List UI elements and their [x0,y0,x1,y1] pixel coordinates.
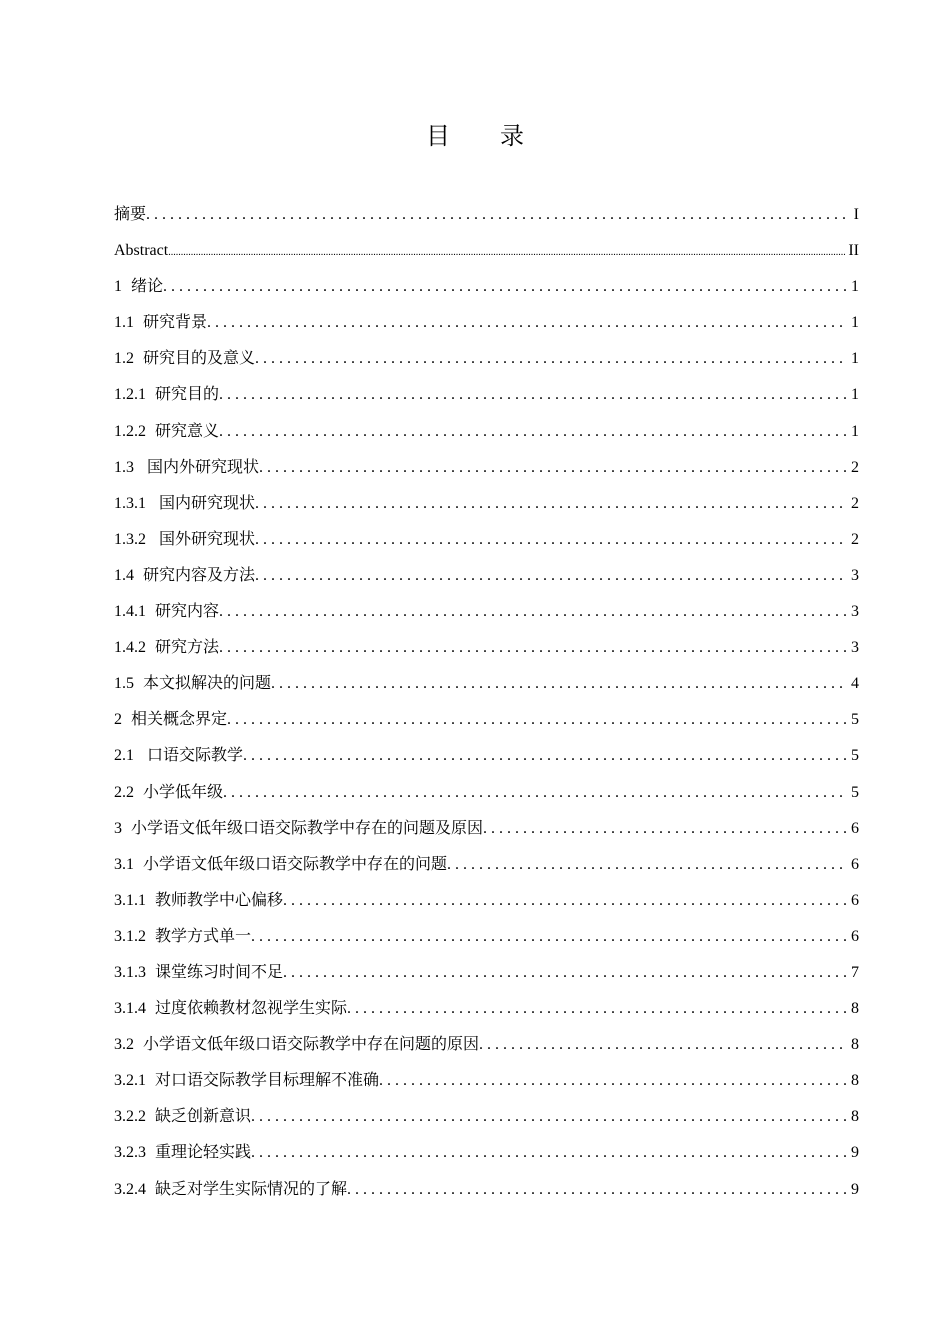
toc-entry[interactable] [114,811,859,847]
toc-entry-page: 6 [851,927,859,945]
toc-dot-leader [283,883,848,919]
toc-entry[interactable] [114,305,859,341]
toc-entry-page: 8 [851,1072,859,1090]
toc-entry[interactable] [114,702,859,738]
toc-entry-number: 1.3 [114,458,134,476]
toc-dot-leader [251,1099,848,1135]
toc-entry-page: 6 [851,891,859,909]
toc-entry-text: 缺乏对学生实际情况的了解 [155,1180,348,1198]
toc-entry-page: 1 [851,278,859,296]
toc-entry-page: 9 [851,1180,859,1198]
toc-entry-text: 本文拟解决的问题 [143,675,272,693]
toc-entry[interactable] [114,738,859,774]
toc-entry-text: 研究内容 [155,603,220,621]
toc-dot-leader [283,955,848,991]
toc-entry-page: II [848,242,859,260]
toc-dot-leader [347,991,848,1027]
toc-entry-label [114,666,271,702]
toc-entry[interactable] [114,558,859,594]
toc-entry-number: 1.3.2 [114,530,146,548]
toc-entry-page: 1 [851,386,859,404]
toc-entry-page: 8 [851,1036,859,1054]
toc-entry-text: 研究目的及意义 [143,350,256,368]
toc-entry[interactable] [114,269,859,305]
toc-entry-label [114,847,447,883]
toc-entry-page: 1 [851,350,859,368]
toc-entry[interactable] [114,594,859,630]
toc-entry-label [114,1027,479,1063]
toc-dot-leader [255,341,848,377]
toc-entry-text: 小学低年级 [143,783,224,801]
toc-entry-text: 过度依赖教材忽视学生实际 [155,1000,348,1018]
toc-dot-leader [251,919,848,955]
toc-entry[interactable] [114,486,859,522]
toc-entry-label [114,450,259,486]
toc-entry-label [114,738,243,774]
toc-entry-text: 研究背景 [143,314,208,332]
toc-entry-page: 3 [851,639,859,657]
toc-dot-leader [347,1172,848,1208]
toc-entry-page: I [853,206,859,223]
toc-entry-text: 研究方法 [155,639,220,657]
toc-entry-page: 2 [851,458,859,476]
toc-entry-label [114,197,146,233]
toc-entry-number: 3.1 [114,855,134,873]
toc-entry-label [114,414,219,450]
toc-entry-label [114,1172,347,1208]
toc-entry-number: 2 [114,711,122,729]
toc-entry-text: 对口语交际教学目标理解不准确 [155,1072,380,1090]
toc-entry-page: 5 [851,711,859,729]
toc-entry-page: 2 [851,494,859,512]
toc-dot-leader [163,269,848,305]
toc-entry-number: 3.1.3 [114,963,146,981]
table-of-contents [114,197,859,1208]
toc-entry-text: Abstract [114,242,169,260]
toc-entry-text: 小学语文低年级口语交际教学中存在问题的原因 [143,1036,480,1054]
toc-entry-text: 口语交际教学 [143,747,244,765]
toc-entry-label [114,1063,379,1099]
toc-entry[interactable] [114,1063,859,1099]
toc-dot-leader [219,594,848,630]
toc-entry-text: 重理论轻实践 [155,1144,252,1162]
toc-entry[interactable] [114,197,859,233]
toc-entry[interactable] [114,630,859,666]
toc-entry-number: 1.2 [114,350,134,368]
toc-entry[interactable] [114,233,859,269]
toc-entry-number: 3.1.2 [114,927,146,945]
toc-entry-label [114,269,163,305]
toc-entry-number: 2.1 [114,747,134,765]
toc-entry-number: 2.2 [114,783,134,801]
toc-entry-page: 5 [851,783,859,801]
toc-entry-text: 研究内容及方法 [143,566,256,584]
toc-entry-label [114,486,255,522]
toc-entry-page: 5 [851,747,859,765]
toc-entry-number: 1.2.2 [114,422,146,440]
toc-entry-page: 3 [851,566,859,584]
toc-entry[interactable] [114,883,859,919]
toc-entry[interactable] [114,1135,859,1171]
toc-entry-page: 2 [851,530,859,548]
toc-dot-leader [227,702,848,738]
toc-entry-number: 3.1.4 [114,1000,146,1018]
toc-entry-number: 3.2.1 [114,1072,146,1090]
toc-entry-number: 3.2.2 [114,1108,146,1126]
page-title: 目 录 [426,124,546,150]
toc-entry-label [114,630,219,666]
toc-entry-number: 3.1.1 [114,891,146,909]
toc-entry-number: 3.2 [114,1036,134,1054]
toc-entry-label [114,1099,251,1135]
toc-entry-number: 1.5 [114,675,134,693]
toc-entry-page: 8 [851,1000,859,1018]
toc-entry-page: 9 [851,1144,859,1162]
toc-dot-leader [168,233,845,271]
toc-dot-leader [379,1063,848,1099]
toc-entry-number: 3.2.3 [114,1144,146,1162]
toc-entry-number: 1.4 [114,566,134,584]
toc-entry-number: 1.4.2 [114,639,146,657]
toc-entry-number: 1.4.1 [114,603,146,621]
toc-entry-number: 3 [114,819,122,837]
toc-entry[interactable] [114,919,859,955]
toc-entry-page: 3 [851,603,859,621]
toc-entry[interactable] [114,666,859,702]
toc-entry-label [114,1135,251,1171]
toc-entry-page: 6 [851,855,859,873]
toc-entry-number: 1.2.1 [114,386,146,404]
toc-entry-text: 研究意义 [155,422,220,440]
toc-entry-number: 1 [114,278,122,296]
toc-entry[interactable] [114,522,859,558]
toc-entry-number: 3.2.4 [114,1180,146,1198]
toc-entry-label [114,919,251,955]
toc-entry-page: 8 [851,1108,859,1126]
toc-entry-text: 绪论 [131,278,164,296]
toc-dot-leader [255,486,848,522]
toc-entry[interactable] [114,775,859,811]
toc-dot-leader [483,811,848,847]
toc-entry-page: 1 [851,314,859,332]
toc-entry-label [114,811,483,847]
toc-entry-text: 国内研究现状 [155,494,256,512]
toc-entry-text: 缺乏创新意识 [155,1108,252,1126]
toc-entry[interactable] [114,1172,859,1208]
toc-dot-leader [146,197,851,233]
toc-dot-leader [447,847,848,883]
toc-entry-text: 相关概念界定 [131,711,228,729]
toc-entry[interactable] [114,414,859,450]
toc-dot-leader [259,450,848,486]
toc-entry[interactable] [114,955,859,991]
toc-entry[interactable] [114,991,859,1027]
toc-entry-text: 研究目的 [155,386,220,404]
toc-dot-leader [219,414,848,450]
toc-entry-label [114,775,223,811]
toc-dot-leader [219,630,848,666]
toc-entry-page: 7 [851,963,859,981]
toc-entry-label [114,594,219,630]
toc-dot-leader [223,775,848,811]
toc-entry[interactable] [114,1099,859,1135]
toc-dot-leader [479,1027,848,1063]
toc-entry-text: 教学方式单一 [155,927,252,945]
toc-entry-label [114,377,219,413]
toc-entry-page: 1 [851,422,859,440]
toc-entry-text: 摘要 [114,206,147,223]
toc-entry[interactable] [114,847,859,883]
toc-dot-leader [251,1135,848,1171]
toc-entry-text: 国外研究现状 [155,530,256,548]
toc-entry[interactable] [114,341,859,377]
toc-dot-leader [255,558,848,594]
toc-entry-text: 课堂练习时间不足 [155,963,284,981]
toc-entry-page: 4 [851,675,859,693]
toc-dot-leader [219,377,848,413]
toc-entry-label [114,341,255,377]
toc-entry-label [114,883,283,919]
toc-entry-text: 小学语文低年级口语交际教学中存在的问题 [143,855,448,873]
toc-entry-text: 国内外研究现状 [143,458,260,476]
toc-entry-label [114,522,255,558]
toc-entry[interactable] [114,1027,859,1063]
toc-entry-page: 6 [851,819,859,837]
toc-entry-label [114,233,168,269]
toc-entry-label [114,955,283,991]
toc-entry[interactable] [114,450,859,486]
toc-entry-label [114,305,207,341]
toc-entry-text: 教师教学中心偏移 [155,891,284,909]
toc-dot-leader [271,666,848,702]
toc-entry-label [114,558,255,594]
toc-entry-number: 1.3.1 [114,494,146,512]
toc-entry[interactable] [114,377,859,413]
toc-dot-leader [255,522,848,558]
toc-entry-number: 1.1 [114,314,134,332]
toc-entry-label [114,991,347,1027]
toc-dot-leader [243,738,848,774]
toc-dot-leader [207,305,848,341]
toc-entry-text: 小学语文低年级口语交际教学中存在的问题及原因 [131,819,484,837]
toc-entry-label [114,702,227,738]
